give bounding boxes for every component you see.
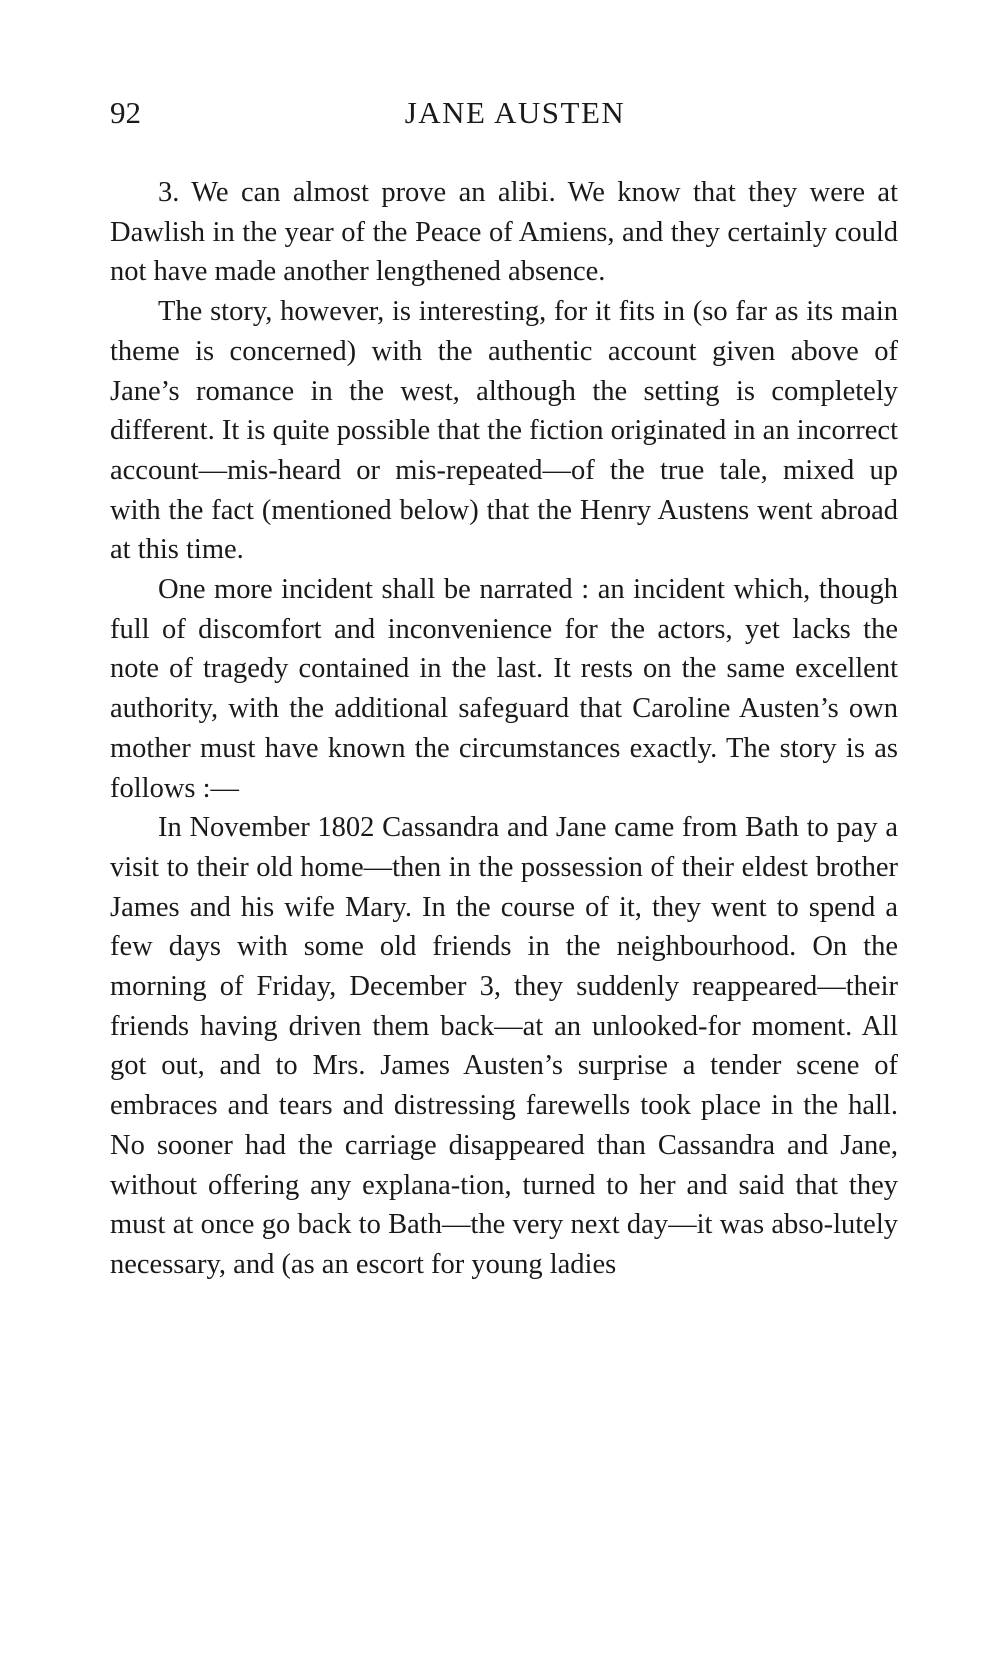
- running-title: JANE AUSTEN: [404, 95, 626, 130]
- page-number: 92: [110, 95, 141, 130]
- paragraph-story-interesting: The story, however, is interesting, for it fits in (so far as its main theme is concerned) with the authentic account given above of Jane’s romance in the west, although the setting is completely different. It is quite possible that the fiction originated in an incorrect account—mis-heard or mis-repeated—of the true tale, mixed up with the fact (mentioned below) that the Henry Austens went abroad at this time.: [110, 296, 898, 566]
- body-text: [110, 173, 898, 1285]
- paragraph-alibi: 3. We can almost prove an alibi. We know that they were at Dawlish in the year of the Peace of Amiens, and they certainly could not have made another lengthened absence.: [110, 177, 898, 288]
- paragraph-november-1802: In November 1802 Cassandra and Jane came from Bath to pay a visit to their old home—then in the possession of their eldest brother James and his wife Mary. In the course of it, they went to spend a few days with some old friends in the neighbourhood. On the morning of Friday, December 3, they suddenly reappeared—their friends having driven them back—at an unlooked-for moment. All got out, and to Mrs. James Austen’s surprise a tender scene of embraces and tears and distressing farewells took place in the hall. No sooner had the carriage disappeared than Cassandra and Jane, without offering any explana-tion, turned to her and said that they must at once go back to Bath—the very next day—it was abso-lutely necessary, and (as an escort for young ladies: [110, 812, 898, 1280]
- page-header: [110, 95, 900, 139]
- paragraph-one-more-incident: One more incident shall be narrated : an incident which, though full of discomfort and inconvenience for the actors, yet lacks the note of tragedy contained in the last. It rests on the same excellent authority, with the additional safeguard that Caroline Austen’s own mother must have known the circumstances exactly. The story is as follows :—: [110, 574, 898, 804]
